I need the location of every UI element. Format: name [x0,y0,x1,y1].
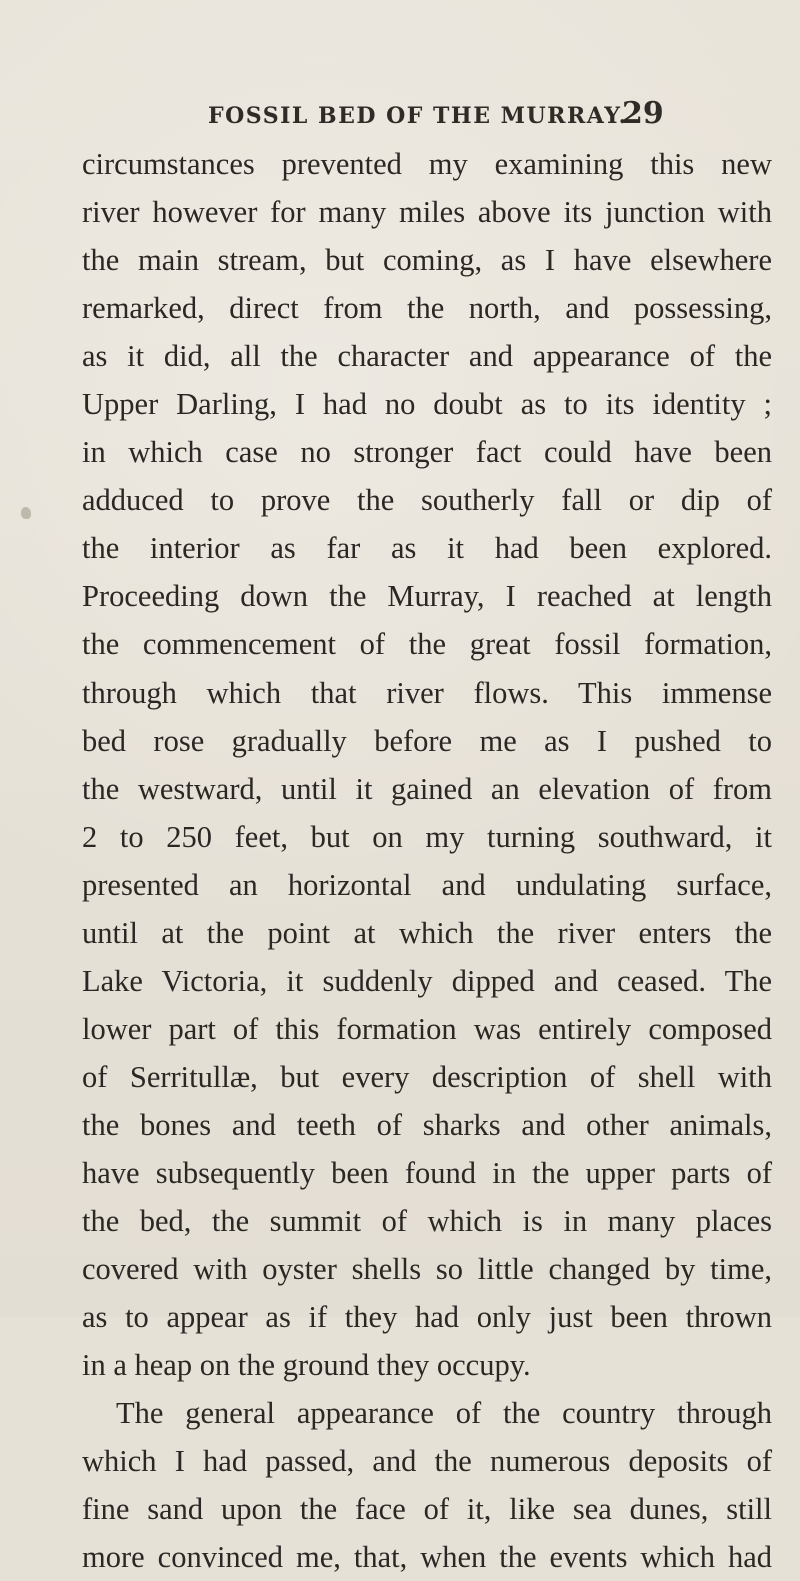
text-line: through which that river flows. This immense [82,675,772,710]
text-line: the commencement of the great fossil formation, [82,627,772,662]
body-text [82,140,772,1581]
text-line: the bed, the summit of which is in many places [82,1204,772,1239]
text-line: river however for many miles above its junction with [82,195,772,230]
text-line: which I had passed, and the numerous deposits of [82,1444,772,1479]
running-title: FOSSIL BED OF THE MURRAY. [208,103,628,129]
text-line: Upper Darling, I had no doubt as to its identity ; [82,387,772,422]
text-line: until at the point at which the river enters the [82,915,772,950]
text-line: lower part of this formation was entirely composed [82,1011,772,1046]
text-line: 2 to 250 feet, but on my turning southward, it [82,819,772,854]
text-line: more convinced me, that, when the events which had [82,1540,772,1575]
text-line: Proceeding down the Murray, I reached at length [82,579,772,614]
text-line: circumstances prevented my examining this new [82,147,772,181]
text-line: of Serritullæ, but every description of shell with [82,1059,772,1094]
text-line: as it did, all the character and appearance of the [82,339,772,374]
text-line: the interior as far as it had been explored. [82,531,772,566]
paper-blemish [21,507,31,519]
text-line: adduced to prove the southerly fall or dip of [82,483,772,518]
text-line: the bones and teeth of sharks and other animals, [82,1107,772,1142]
text-line: bed rose gradually before me as I pushed to [82,723,772,758]
paragraph-start-line: The general appearance of the country through [116,1396,772,1431]
text-line: the main stream, but coming, as I have elsewhere [82,243,772,278]
text-line: the westward, until it gained an elevation of from [82,771,772,806]
page-header [0,96,800,136]
text-line: in which case no stronger fact could have been [82,435,772,470]
text-line: remarked, direct from the north, and possessing, [82,291,772,326]
text-line: presented an horizontal and undulating surface, [82,867,772,902]
text-line: covered with oyster shells so little changed by time, [82,1252,772,1287]
page-number: 29 [622,96,664,131]
text-line: fine sand upon the face of it, like sea dunes, still [82,1492,772,1527]
text-line: as to appear as if they had only just been thrown [82,1300,772,1335]
paragraph-end-line: in a heap on the ground they occupy. [82,1348,531,1383]
text-line: Lake Victoria, it suddenly dipped and ceased. The [82,963,772,998]
text-line: have subsequently been found in the upper parts of [82,1155,772,1190]
